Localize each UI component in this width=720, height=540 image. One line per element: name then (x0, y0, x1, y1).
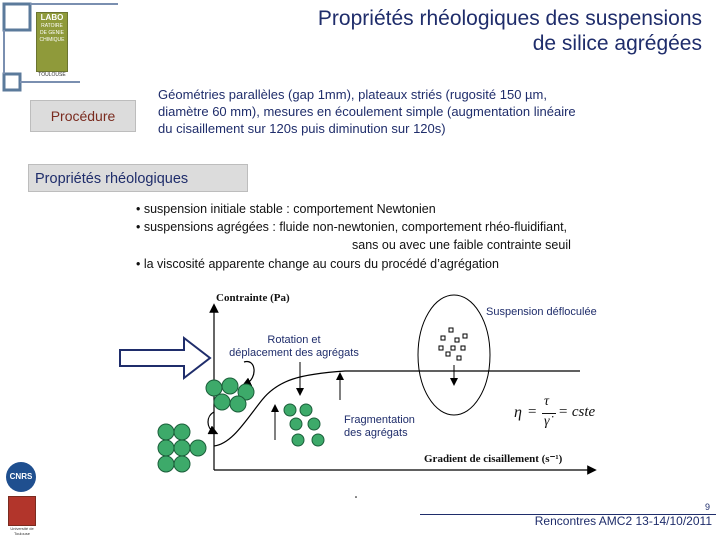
bullet-1: • suspension initiale stable : comportement Newtonien (136, 202, 436, 216)
slide-title (182, 6, 702, 56)
footer-conference: Rencontres AMC2 13-14/10/2011 (534, 514, 712, 528)
rotation-arc-icon (244, 361, 254, 384)
cnrs-logo-text: CNRS (9, 472, 33, 481)
university-logo-text: Université de Toulouse (10, 526, 34, 536)
page-number: 9 (704, 502, 710, 512)
lab-logo-city: TOULOUSE (38, 72, 66, 78)
rotation-label (224, 334, 364, 360)
fragmentation-label-line2: des agrégats (344, 427, 408, 439)
rotation-label-line1: Rotation et (267, 334, 321, 346)
bullet-2-continuation: sans ou avec une faible contrainte seuil (352, 238, 571, 252)
bullet-3: • la viscosité apparente change au cours du procédé d’agrégation (136, 257, 499, 271)
university-logo (8, 496, 36, 526)
title-line2: de silice agrégées (532, 32, 702, 55)
title-line1: Propriétés rhéologiques des suspensions (317, 7, 702, 30)
procedure-line1: Géométries parallèles (gap 1mm), plateaux striés (rugosité 150 µm, (158, 87, 547, 102)
aggregate-cluster-large (158, 424, 206, 472)
cnrs-logo (6, 462, 36, 492)
lab-logo-line4: CHIMIQUE (39, 37, 65, 43)
deflocculated-ellipse (418, 295, 490, 415)
formula-constant: = cste (558, 404, 596, 420)
lab-logo-line2: RATOIRE (41, 23, 63, 29)
formula-gamma: γ̇ (544, 414, 550, 429)
formula-equals: = (528, 404, 537, 420)
lab-logo-line1: LABO (40, 13, 64, 22)
lab-logo-line3: DE GENIE (40, 30, 64, 36)
formula-tau: τ (544, 394, 550, 409)
viscosity-formula (514, 394, 634, 434)
rotation-arc-icon-small (208, 412, 214, 432)
deflocculated-label: Suspension défloculée (486, 306, 597, 318)
procedure-text (158, 86, 678, 137)
process-arrow (120, 338, 210, 378)
properties-label: Propriétés rhéologiques (28, 164, 248, 192)
dispersed-particles (439, 328, 467, 360)
formula-eta: η (514, 404, 522, 421)
fragmentation-label (344, 414, 415, 440)
bullet-2: • suspensions agrégées : fluide non-newtonien, comportement rhéo-fluidifiant, (136, 220, 568, 234)
rotation-label-line2: déplacement des agrégats (229, 347, 359, 359)
procedure-line2: diamètre 60 mm), mesures en écoulement simple (augmentation linéaire (158, 104, 576, 119)
procedure-line3: du cisaillement sur 120s puis diminution sur 120s) (158, 121, 446, 136)
x-axis-label: Gradient de cisaillement (s⁻¹) (424, 453, 563, 465)
y-axis-label: Contrainte (Pa) (216, 292, 290, 304)
aggregate-fragments (284, 404, 324, 446)
lab-logo (36, 12, 68, 72)
stray-dot (355, 496, 357, 498)
fragmentation-label-line1: Fragmentation (344, 414, 415, 426)
procedure-label: Procédure (30, 100, 136, 132)
